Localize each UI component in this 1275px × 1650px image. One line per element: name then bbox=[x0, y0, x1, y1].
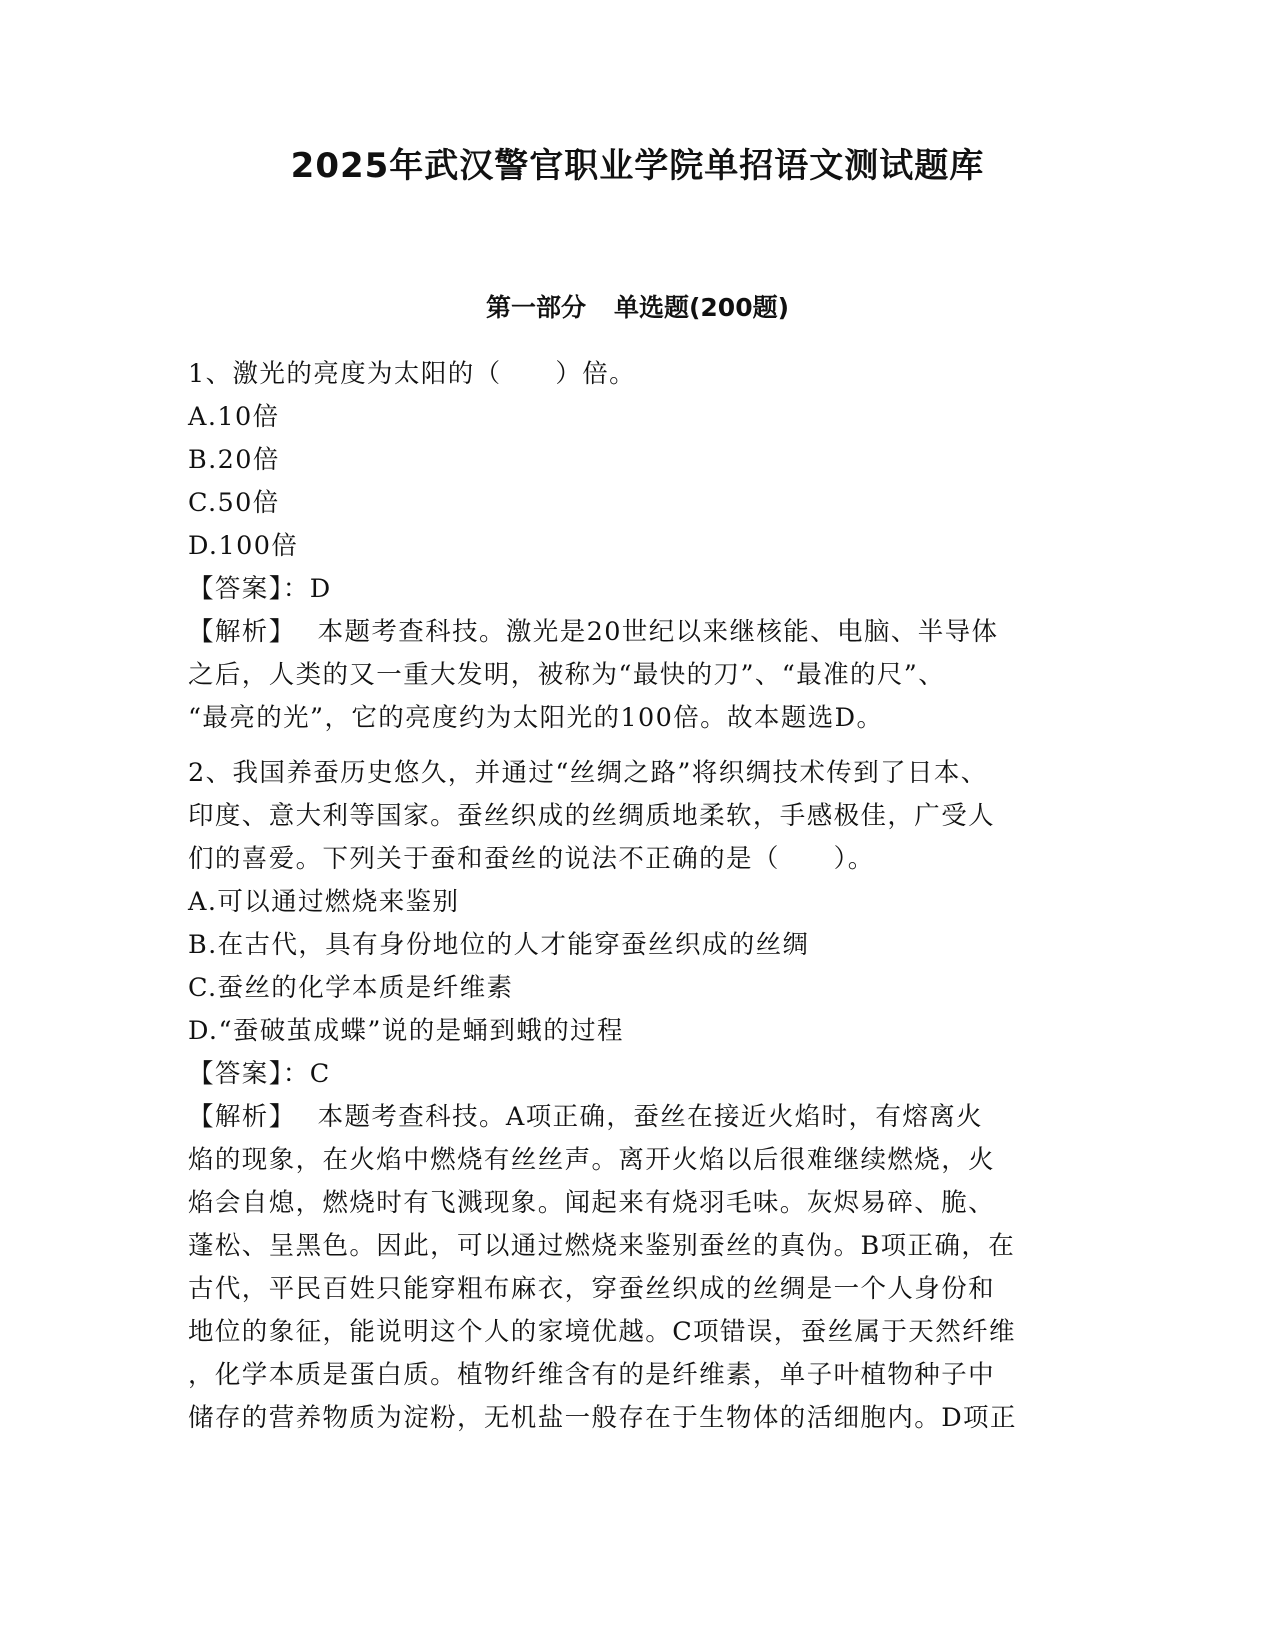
answer-line bbox=[188, 568, 1078, 611]
analysis-line: 之后，人类的又一重大发明，被称为“最快的刀”、“最准的尺”、 bbox=[188, 660, 946, 690]
question-1 bbox=[188, 353, 1078, 740]
analysis-line: 蓬松、呈黑色。因此，可以通过燃烧来鉴别蚕丝的真伪。B项正确，在 bbox=[188, 1231, 1016, 1261]
option-c: C.蚕丝的化学本质是纤维素 bbox=[188, 973, 514, 1003]
answer-value: C bbox=[309, 1059, 331, 1089]
analysis-line: ，化学本质是蛋白质。植物纤维含有的是纤维素，单子叶植物种子中 bbox=[188, 1360, 996, 1390]
question-2 bbox=[188, 752, 1078, 1440]
analysis-text: 本题考查科技。激光是20世纪以来继核能、电脑、半导体 bbox=[317, 617, 999, 647]
question-stem: 1、激光的亮度为太阳的（ ）倍。 bbox=[188, 359, 637, 389]
analysis-line bbox=[188, 611, 1078, 654]
section-part: 第一部分 bbox=[485, 293, 586, 322]
analysis-line bbox=[188, 1096, 1078, 1139]
section-name: 单选题(200题) bbox=[613, 293, 790, 322]
answer-label: 【答案】： bbox=[188, 1059, 310, 1089]
document-title: 2025年武汉警官职业学院单招语文测试题库 bbox=[290, 146, 985, 186]
question-stem: 印度、意大利等国家。蚕丝织成的丝绸质地柔软，手感极佳，广受人 bbox=[188, 801, 996, 831]
option-a: A.10倍 bbox=[188, 402, 280, 432]
analysis-text: 本题考查科技。A项正确，蚕丝在接近火焰时，有熔离火 bbox=[317, 1102, 984, 1132]
answer-line bbox=[188, 1053, 1078, 1096]
analysis-line: 地位的象征，能说明这个人的家境优越。C项错误，蚕丝属于天然纤维 bbox=[188, 1317, 1016, 1347]
option-b: B.20倍 bbox=[188, 445, 280, 475]
option-d: D.100倍 bbox=[188, 531, 299, 561]
question-stem: 们的喜爱。下列关于蚕和蚕丝的说法不正确的是（ ）。 bbox=[188, 844, 875, 874]
option-d: D.“蚕破茧成蝶”说的是蛹到蛾的过程 bbox=[188, 1016, 624, 1046]
answer-value: D bbox=[309, 574, 332, 604]
question-stem: 2、我国养蚕历史悠久，并通过“丝绸之路”将织绸技术传到了日本、 bbox=[188, 758, 988, 788]
option-c: C.50倍 bbox=[188, 488, 280, 518]
question-list bbox=[188, 353, 1078, 1440]
answer-label: 【答案】： bbox=[188, 574, 310, 604]
analysis-line: 焰的现象，在火焰中燃烧有丝丝声。离开火焰以后很难继续燃烧，火 bbox=[188, 1145, 996, 1175]
analysis-line: “最亮的光”，它的亮度约为太阳光的100倍。故本题选D。 bbox=[188, 703, 884, 733]
option-b: B.在古代，具有身份地位的人才能穿蚕丝织成的丝绸 bbox=[188, 930, 810, 960]
analysis-line: 储存的营养物质为淀粉，无机盐一般存在于生物体的活细胞内。D项正 bbox=[188, 1403, 1017, 1433]
analysis-line: 古代，平民百姓只能穿粗布麻衣，穿蚕丝织成的丝绸是一个人身份和 bbox=[188, 1274, 996, 1304]
option-a: A.可以通过燃烧来鉴别 bbox=[188, 887, 460, 917]
analysis-label: 【解析】 bbox=[188, 1102, 296, 1132]
analysis-label: 【解析】 bbox=[188, 617, 296, 647]
analysis-line: 焰会自熄，燃烧时有飞溅现象。闻起来有烧羽毛味。灰烬易碎、脆、 bbox=[188, 1188, 996, 1218]
section-heading bbox=[0, 290, 1275, 326]
